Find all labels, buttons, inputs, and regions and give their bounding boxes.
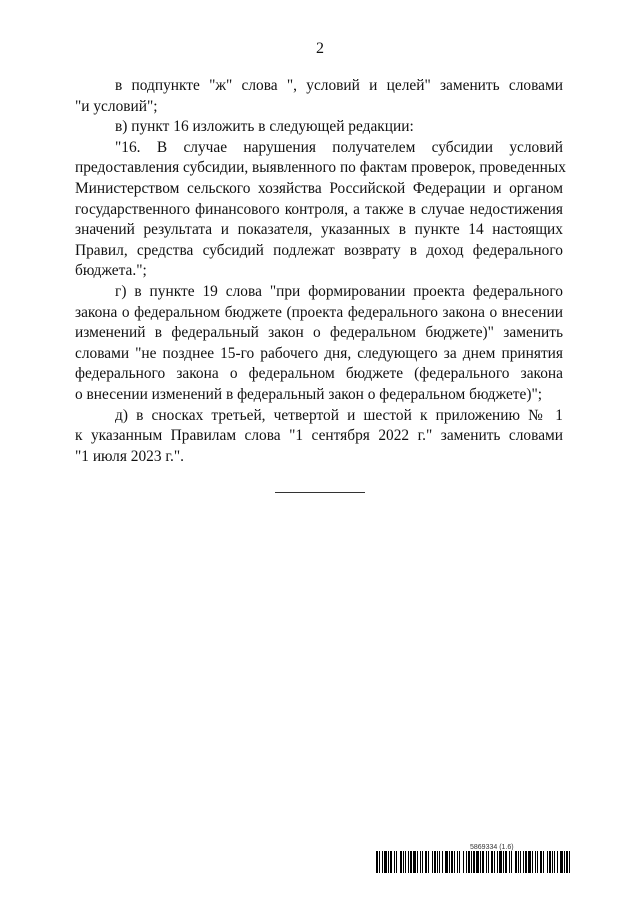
barcode-bar: [497, 851, 498, 873]
barcode-bar: [520, 851, 521, 873]
barcode-bar: [532, 851, 533, 873]
page-number: 2: [316, 40, 324, 57]
barcode-bar: [449, 851, 450, 873]
document-code: 5869334 (1.6): [470, 844, 514, 851]
barcode-bar: [437, 851, 438, 873]
barcode-bar: [425, 851, 427, 873]
barcode-bar: [379, 851, 380, 873]
barcode-bar: [408, 851, 409, 873]
barcode-bar: [410, 851, 412, 873]
text-line: предоставления субсидии, выявленного по фактам проверок, проведенных: [75, 159, 566, 177]
text-line: федерального закона о федеральном бюджете (федерального закона: [75, 365, 563, 383]
barcode-bar: [535, 851, 536, 873]
barcode-bar: [560, 851, 563, 873]
text-line: г) в пункте 19 слова "при формировании проекта федерального: [115, 282, 563, 300]
text-line: изменений в федеральный закон о федеральном бюджете)" заменить: [75, 324, 563, 342]
barcode-bar: [566, 851, 568, 873]
barcode-bar: [466, 851, 467, 873]
barcode-bar: [405, 851, 406, 873]
barcode-bar: [454, 851, 455, 873]
barcode-bar: [505, 851, 507, 873]
text-line: в) пункт 16 изложить в следующей редакции:: [115, 118, 414, 136]
barcode-bar: [525, 851, 527, 873]
barcode-bar: [451, 851, 453, 873]
paragraph: [75, 117, 563, 138]
barcode-bar: [432, 851, 433, 873]
barcode-bar: [459, 851, 460, 873]
barcode-bar: [422, 851, 423, 873]
barcode-bar: [488, 851, 489, 873]
text-line: "и условий";: [75, 97, 158, 115]
barcode-bar: [509, 851, 510, 873]
barcode-bar: [511, 851, 512, 873]
paragraph: [75, 282, 563, 406]
barcode-bar: [482, 851, 484, 873]
barcode-bar: [547, 851, 548, 873]
barcode-bar: [463, 851, 464, 873]
barcode-bar: [439, 851, 440, 873]
barcode-bar: [515, 851, 517, 873]
barcode-bar: [473, 851, 475, 873]
text-line: в подпункте "ж" слова ", условий и целей" заменить словами: [115, 77, 563, 94]
barcode-bar: [390, 851, 392, 873]
text-line: "1 июля 2023 г.".: [75, 447, 184, 465]
barcode-bar: [417, 851, 418, 873]
barcode: [376, 851, 572, 873]
barcode-bar: [564, 851, 565, 873]
barcode-bar: [420, 851, 421, 873]
barcode-bar: [480, 851, 481, 873]
text-line: закона о федеральном бюджете (проекта федерального закона о внесении: [75, 303, 563, 321]
paragraph: [75, 138, 566, 282]
text-line: словами "не позднее 15-го рабочего дня, следующего за днем принятия: [75, 344, 563, 362]
paragraph: [75, 406, 563, 468]
text-line: "16. В случае нарушения получателем субсидии условий: [115, 138, 563, 156]
text-line: бюджета.";: [75, 262, 147, 280]
barcode-bar: [434, 851, 436, 873]
barcode-bar: [476, 851, 479, 873]
barcode-bar: [394, 851, 395, 873]
barcode-bar: [382, 851, 383, 873]
document-body: [75, 76, 566, 467]
text-line: к указанным Правилам слова "1 сентября 2022 г." заменить словами: [75, 427, 563, 445]
barcode-bar: [543, 851, 544, 873]
barcode-bar: [491, 851, 493, 873]
text-line: о внесении изменений в федеральный закон о федеральном бюджете)";: [75, 385, 543, 403]
barcode-bar: [388, 851, 389, 873]
barcode-bar: [540, 851, 542, 873]
barcode-bar: [486, 851, 487, 873]
text-line: Правил, средства субсидий подлежат возврату в доход федерального: [75, 241, 563, 259]
barcode-bar: [523, 851, 524, 873]
barcode-bar: [569, 851, 570, 873]
barcode-bar: [403, 851, 404, 873]
barcode-bar: [494, 851, 495, 873]
barcode-bar: [384, 851, 387, 873]
barcode-bar: [445, 851, 448, 873]
text-line: значений результата и показателя, указанных в пункте 14 настоящих: [75, 221, 563, 239]
barcode-bar: [549, 851, 551, 873]
end-separator-line: [275, 492, 365, 493]
barcode-bar: [442, 851, 443, 873]
barcode-bar: [376, 851, 378, 873]
barcode-bar: [428, 851, 429, 873]
barcode-bar: [471, 851, 472, 873]
barcode-bar: [537, 851, 538, 873]
barcode-bar: [457, 851, 458, 873]
barcode-bar: [518, 851, 519, 873]
barcode-bar: [396, 851, 397, 873]
barcode-bar: [468, 851, 470, 873]
text-line: Министерством сельского хозяйства Российской Федерации и органом: [75, 179, 563, 197]
barcode-bar: [552, 851, 553, 873]
barcode-bar: [413, 851, 416, 873]
barcode-bar: [499, 851, 502, 873]
barcode-bar: [554, 851, 555, 873]
paragraph: [75, 76, 563, 117]
text-line: государственного финансового контроля, а также в случае недостижения: [75, 200, 563, 218]
barcode-bar: [503, 851, 504, 873]
barcode-bar: [528, 851, 531, 873]
barcode-bar: [400, 851, 402, 873]
barcode-bar: [557, 851, 558, 873]
text-line: д) в сносках третьей, четвертой и шестой к приложению № 1: [115, 406, 563, 424]
